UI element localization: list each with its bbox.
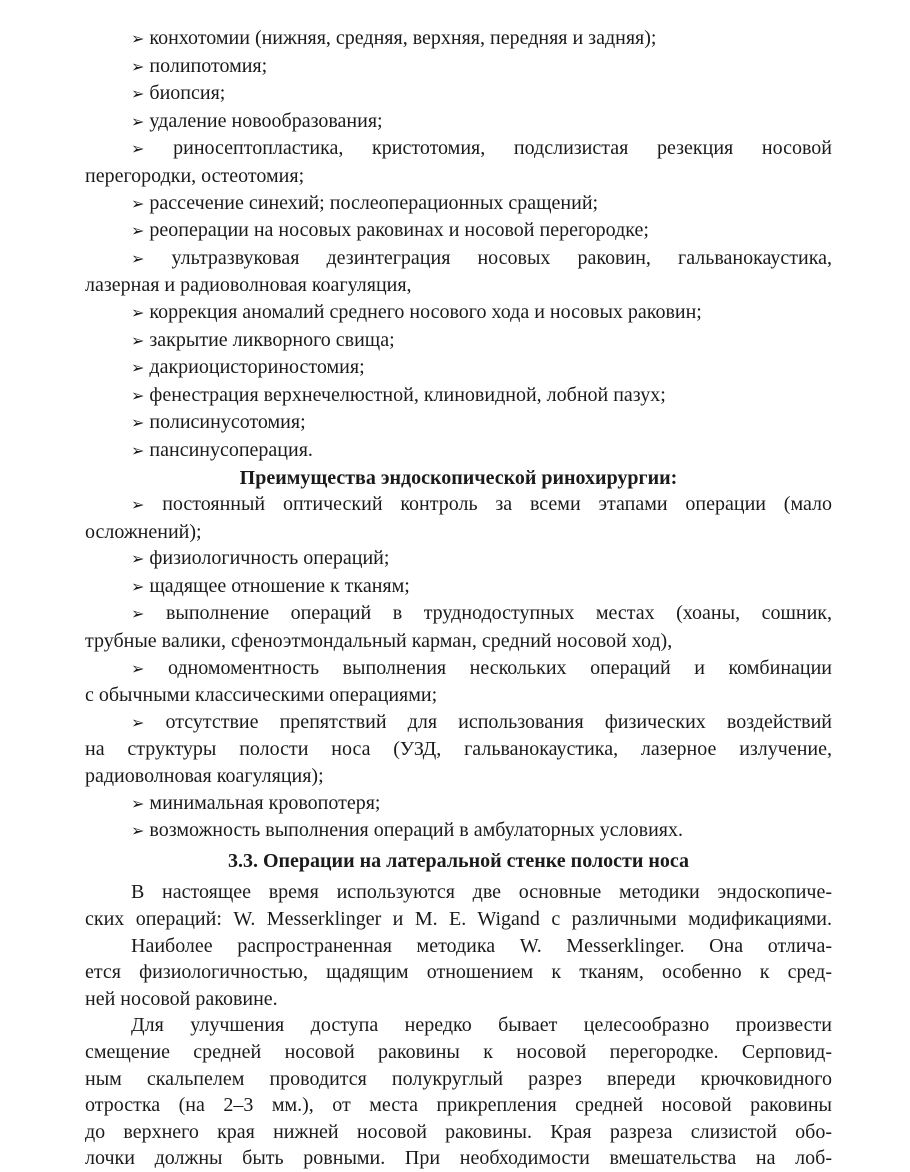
bullet-arrow-icon: ➢ xyxy=(131,29,145,48)
bullet-line xyxy=(85,573,832,601)
bullet-arrow-icon: ➢ xyxy=(131,576,145,596)
bullet-arrow-icon: ➢ xyxy=(131,302,145,322)
bullet-arrow-icon: ➢ xyxy=(131,139,145,159)
bullet-line xyxy=(85,382,832,410)
bullet-text: щадящее отношение к тканям; xyxy=(149,574,410,597)
bullet-text: отсутствие препятствий для использования физических воздействий xyxy=(165,710,832,733)
bullet-text: полипотомия; xyxy=(149,54,268,77)
bullet-line xyxy=(85,709,832,737)
bullet-line xyxy=(85,245,832,273)
bullet-text: одномоментность выполнения нескольких операций и комбинации xyxy=(167,656,833,679)
bullet-text: дакриоцисториностомия; xyxy=(149,356,365,379)
bullet-text: коррекция аномалий среднего носового хода и носовых раковин; xyxy=(149,300,702,323)
bullet-text: физиологичность операций; xyxy=(149,547,390,570)
bullet-text: минимальная кровопотеря; xyxy=(149,791,381,814)
bullet-text: закрытие ликворного свища; xyxy=(149,328,395,351)
text-line: трубные валики, сфеноэтмондальный карман, средний носовой ход), xyxy=(85,630,673,653)
bullet-line xyxy=(85,600,832,628)
bullet-text: выполнение операций в труднодоступных местах (хоаны, сошник, xyxy=(165,602,832,625)
bullet-text: риносептопластика, кристотомия, подслизистая резекция носовой xyxy=(173,137,833,160)
bullet-text: биопсия; xyxy=(149,82,226,105)
bullet-line xyxy=(85,327,832,355)
text-line: осложнений); xyxy=(85,520,202,543)
bullet-arrow-icon: ➢ xyxy=(131,193,145,213)
bullet-arrow-icon: ➢ xyxy=(131,56,145,76)
bullet-text: реоперации на носовых раковинах и носовой перегородке; xyxy=(149,219,649,242)
bullet-line xyxy=(85,817,832,845)
bullet-arrow-icon: ➢ xyxy=(131,248,145,268)
bullet-text: ультразвуковая дезинтеграция носовых раковин, гальванокаустика, xyxy=(171,246,832,269)
bullet-line xyxy=(85,135,832,163)
text-line: с обычными классическими операциями; xyxy=(85,684,438,707)
bullet-arrow-icon: ➢ xyxy=(131,821,145,841)
text-line: радиоволновая коагуляция); xyxy=(85,765,324,788)
bullet-line xyxy=(85,80,832,108)
text-line: ным скальпелем проводится полукруглый разрез впереди крючковидного xyxy=(85,1067,832,1090)
bullet-arrow-icon: ➢ xyxy=(131,221,145,241)
bullet-arrow-icon: ➢ xyxy=(131,385,145,405)
bullet-line xyxy=(85,545,832,573)
section-heading: Преимущества эндоскопической ринохирургии: xyxy=(239,466,678,489)
bullet-arrow-icon: ➢ xyxy=(131,604,145,624)
bullet-line xyxy=(85,655,832,683)
paragraph-first-line: Для улучшения доступа нередко бывает целесообразно произвести xyxy=(131,1014,832,1037)
bullet-text: рассечение синехий; послеоперационных сращений; xyxy=(149,191,599,214)
bullet-arrow-icon: ➢ xyxy=(131,358,145,378)
bullet-line xyxy=(85,354,832,382)
bullet-arrow-icon: ➢ xyxy=(131,495,145,515)
bullet-line xyxy=(85,491,832,519)
text-line: отростка (на 2–3 мм.), от места прикрепления средней носовой раковины xyxy=(85,1094,832,1117)
paragraph-first-line: Наиболее распространенная методика W. Messerklinger. Она отлича- xyxy=(131,934,832,957)
chapter-heading: 3.3. Операции на латеральной стенке полости носа xyxy=(227,849,690,872)
bullet-line xyxy=(85,437,832,465)
bullet-line xyxy=(85,108,832,136)
bullet-text: пансинусоперация. xyxy=(149,438,313,461)
text-line: до верхнего края нижней носовой раковины. Края разреза слизистой обо- xyxy=(85,1120,832,1143)
text-line: смещение средней носовой раковины к носовой перегородке. Серповид- xyxy=(85,1040,832,1063)
bullet-text: полисинусотомия; xyxy=(149,411,306,434)
bullet-arrow-icon: ➢ xyxy=(131,712,145,732)
paragraph-first-line: В настоящее время используются две основные методики эндоскопиче- xyxy=(131,881,832,904)
bullet-arrow-icon: ➢ xyxy=(131,111,145,131)
bullet-text: удаление новообразования; xyxy=(149,109,383,132)
text-line: ется физиологичностью, щадящим отношением к тканям, особенно к сред- xyxy=(85,961,832,984)
text-line: лазерная и радиоволновая коагуляция, xyxy=(85,274,412,297)
bullet-arrow-icon: ➢ xyxy=(131,440,145,460)
text-line: на структуры полости носа (УЗД, гальванокаустика, лазерное излучение, xyxy=(85,738,832,761)
bullet-arrow-icon: ➢ xyxy=(131,330,145,350)
bullet-line xyxy=(85,790,832,818)
bullet-arrow-icon: ➢ xyxy=(131,413,145,433)
bullet-line xyxy=(85,299,832,327)
bullet-text: постоянный оптический контроль за всеми этапами операции (мало xyxy=(162,493,832,516)
bullet-text: возможность выполнения операций в амбулаторных условиях. xyxy=(149,819,683,842)
text-line: ских операций: W. Messerklinger и M. E. Wigand с различными модификациями. xyxy=(85,908,832,930)
bullet-arrow-icon: ➢ xyxy=(131,793,145,813)
text-line: лочки должны быть ровными. При необходимости вмешательства на лоб- xyxy=(85,1147,832,1170)
bullet-line xyxy=(85,217,832,245)
bullet-text: конхотомии (нижняя, средняя, верхняя, передняя и задняя); xyxy=(149,27,657,49)
bullet-arrow-icon: ➢ xyxy=(131,84,145,104)
bullet-text: фенестрация верхнечелюстной, клиновидной, лобной пазух; xyxy=(149,383,666,406)
bullet-arrow-icon: ➢ xyxy=(131,658,145,678)
bullet-line xyxy=(85,53,832,81)
text-line: перегородки, остеотомия; xyxy=(85,164,305,187)
bullet-line xyxy=(85,190,832,218)
bullet-arrow-icon: ➢ xyxy=(131,549,145,569)
bullet-line xyxy=(85,25,832,53)
bullet-line xyxy=(85,409,832,437)
text-column xyxy=(85,25,832,1172)
text-line: ней носовой раковине. xyxy=(85,987,278,1010)
